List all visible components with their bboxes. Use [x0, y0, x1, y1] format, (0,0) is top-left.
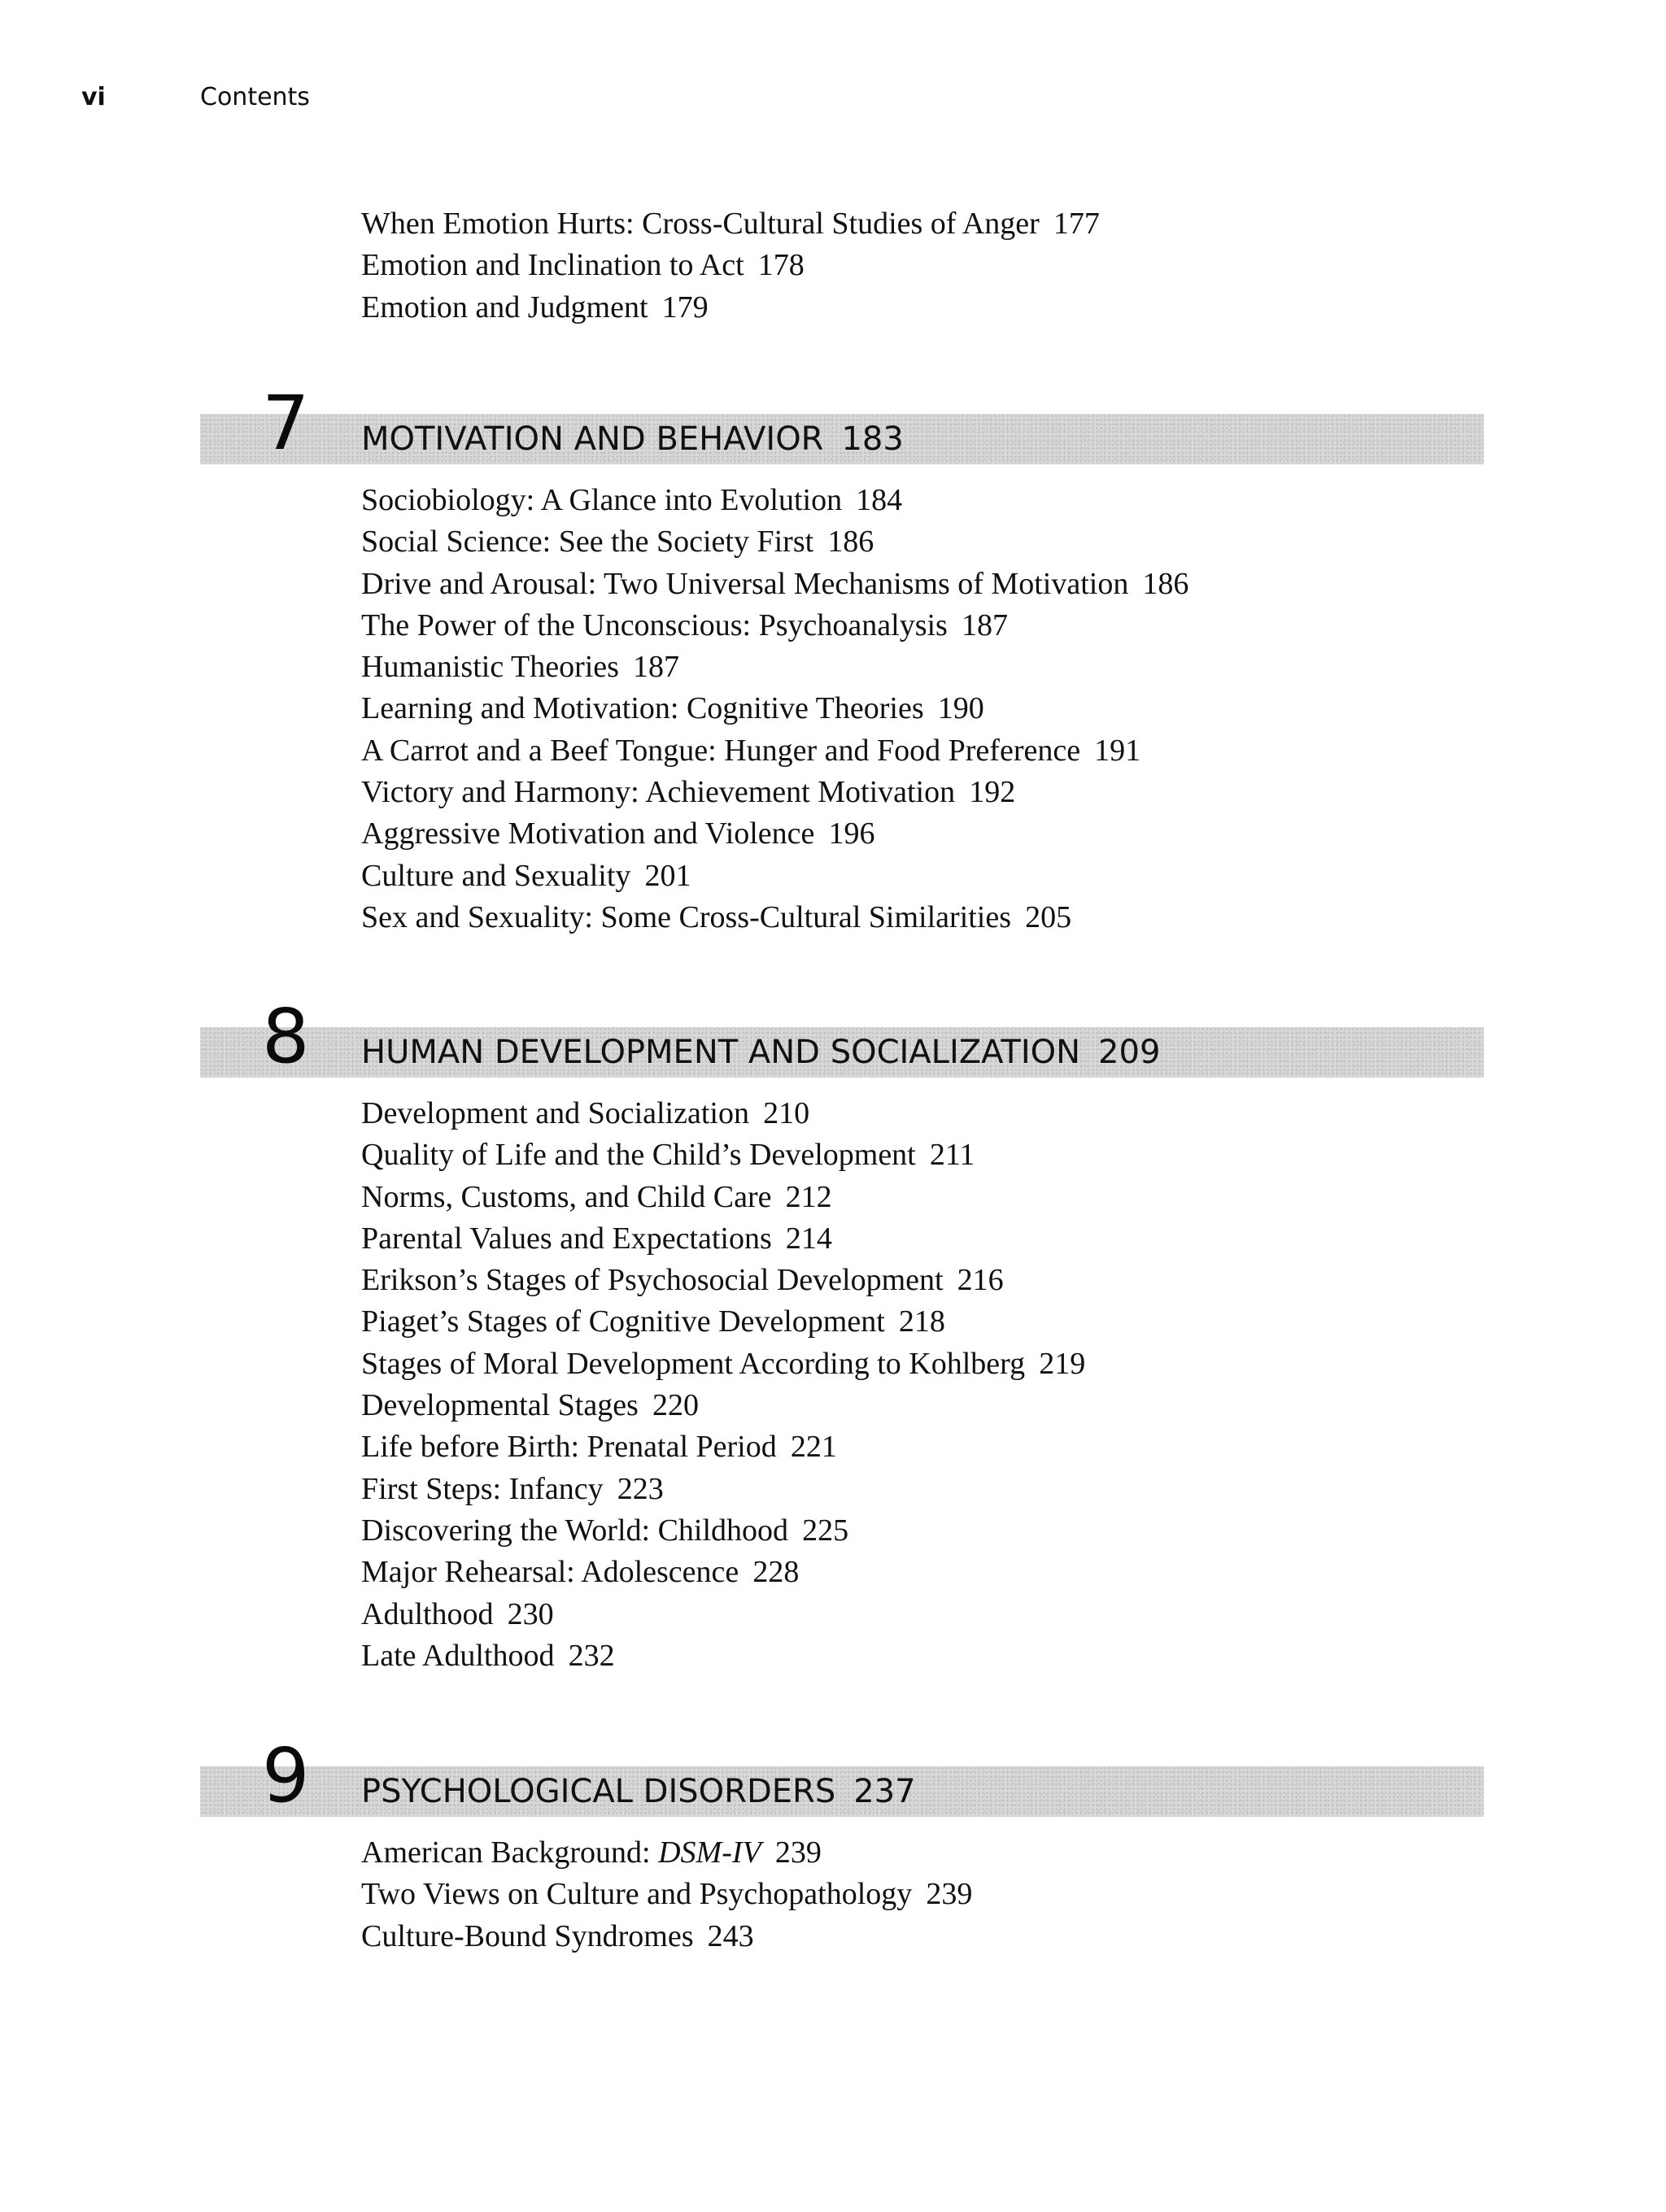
toc-entry-title: The Power of the Unconscious: Psychoanalysis: [361, 607, 948, 642]
toc-entry-page: 232: [568, 1638, 615, 1673]
toc-entry-title: Parental Values and Expectations: [361, 1221, 772, 1256]
toc-entry-title: Discovering the World: Childhood: [361, 1513, 789, 1548]
toc-entry-title: Culture and Sexuality: [361, 858, 631, 893]
toc-entry-page: 211: [929, 1138, 975, 1173]
toc-entry-title: Emotion and Inclination to Act: [361, 248, 744, 283]
toc-entry[interactable]: [361, 1218, 1085, 1260]
toc-entry-title: Sex and Sexuality: Some Cross-Cultural Similarities: [361, 899, 1012, 934]
toc-entry-page: 190: [937, 691, 984, 726]
toc-entry[interactable]: [361, 564, 1188, 605]
toc-entry-page: 212: [785, 1179, 832, 1214]
toc-entry-title-italic: DSM-IV: [658, 1835, 761, 1870]
toc-entry[interactable]: [361, 856, 1188, 897]
toc-entry-page: 218: [898, 1304, 945, 1339]
toc-entry-page: 186: [827, 525, 874, 560]
toc-entry[interactable]: [361, 1093, 1085, 1134]
toc-entry-title: Sociobiology: A Glance into Evolution: [361, 483, 843, 517]
toc-entry-page: 228: [752, 1555, 800, 1590]
chapter-9-heading[interactable]: [361, 1766, 916, 1817]
toc-entry-page: 214: [785, 1221, 832, 1256]
toc-entry[interactable]: [361, 1469, 1085, 1510]
toc-entry-title: Erikson’s Stages of Psychosocial Development: [361, 1263, 944, 1298]
toc-entry[interactable]: [361, 1385, 1085, 1426]
toc-entry-title: Two Views on Culture and Psychopathology: [361, 1877, 913, 1912]
toc-entry[interactable]: [361, 1635, 1085, 1677]
toc-entry-title: Piaget’s Stages of Cognitive Development: [361, 1304, 885, 1339]
chapter-8-title: HUMAN DEVELOPMENT AND SOCIALIZATION: [361, 1034, 1081, 1071]
toc-entry-page: 216: [957, 1263, 1004, 1298]
toc-entry-title: Culture-Bound Syndromes: [361, 1918, 694, 1953]
running-head: [81, 81, 310, 114]
toc-entry-page: 178: [757, 248, 805, 283]
chapter-9-number: 9: [262, 1732, 310, 1819]
chapter-7-title: MOTIVATION AND BEHAVIOR: [361, 420, 824, 458]
toc-entry-page: 192: [969, 775, 1016, 810]
toc-entry-title: Developmental Stages: [361, 1388, 639, 1423]
toc-entries-continued: [361, 203, 1100, 329]
toc-entry-page: 223: [617, 1471, 664, 1506]
toc-entry[interactable]: [361, 1510, 1085, 1552]
chapter-9-title: PSYCHOLOGICAL DISORDERS: [361, 1773, 836, 1810]
toc-entry-page: 187: [961, 607, 1008, 642]
toc-entry-page: 191: [1094, 733, 1141, 768]
toc-entry-title: Late Adulthood: [361, 1638, 555, 1673]
toc-entry[interactable]: [361, 245, 1100, 286]
toc-entry-page: 205: [1025, 899, 1072, 934]
toc-entry-page: 221: [790, 1430, 837, 1465]
toc-entry[interactable]: [361, 480, 1188, 521]
toc-entry-title: When Emotion Hurts: Cross-Cultural Studies of Anger: [361, 207, 1040, 241]
toc-entry[interactable]: [361, 1177, 1085, 1218]
toc-entry[interactable]: [361, 1916, 972, 1957]
toc-entry-page: 184: [856, 483, 903, 517]
chapter-7-number: 7: [262, 380, 310, 467]
toc-entry-page: 239: [926, 1877, 973, 1912]
chapter-9-page: 237: [853, 1773, 916, 1810]
toc-entry-title: Development and Socialization: [361, 1096, 749, 1130]
chapter-7-entries: [361, 480, 1188, 938]
toc-entry[interactable]: [361, 1343, 1085, 1385]
toc-entry-title: Stages of Moral Development According to Kohlberg: [361, 1346, 1026, 1381]
toc-entry-title: Aggressive Motivation and Violence: [361, 816, 815, 851]
toc-entry-title: Learning and Motivation: Cognitive Theories: [361, 691, 924, 726]
toc-entry[interactable]: [361, 521, 1188, 563]
running-head-section: Contents: [200, 83, 310, 111]
toc-entry-title: Major Rehearsal: Adolescence: [361, 1555, 739, 1590]
toc-entry[interactable]: [361, 730, 1188, 772]
toc-entry[interactable]: [361, 1594, 1085, 1635]
toc-entry-title: Social Science: See the Society First: [361, 525, 814, 560]
chapter-9-entries: [361, 1832, 972, 1957]
toc-entry-title: Emotion and Judgment: [361, 290, 648, 324]
toc-entry[interactable]: [361, 605, 1188, 647]
toc-entry[interactable]: [361, 1301, 1085, 1343]
toc-entry-page: 219: [1039, 1346, 1086, 1381]
toc-entry-page: 201: [644, 858, 691, 893]
toc-entry-title: Humanistic Theories: [361, 650, 619, 685]
toc-entry-title: Life before Birth: Prenatal Period: [361, 1430, 777, 1465]
toc-entry-title: Adulthood: [361, 1596, 494, 1631]
page-folio: vi: [81, 83, 106, 111]
toc-entry-page: 210: [763, 1096, 810, 1130]
toc-entry-page: 196: [828, 816, 875, 851]
toc-entry[interactable]: [361, 647, 1188, 688]
toc-entry-page: 179: [661, 290, 709, 324]
toc-entry[interactable]: [361, 1426, 1085, 1468]
toc-entry-page: 220: [652, 1388, 699, 1423]
toc-entry-title: Victory and Harmony: Achievement Motivation: [361, 775, 956, 810]
toc-entry[interactable]: [361, 203, 1100, 245]
toc-entry-page: 225: [802, 1513, 849, 1548]
toc-entry-page: 187: [633, 650, 680, 685]
chapter-8-heading[interactable]: [361, 1027, 1160, 1078]
toc-entry-title: A Carrot and a Beef Tongue: Hunger and Food Preference: [361, 733, 1081, 768]
toc-entry-title: Norms, Customs, and Child Care: [361, 1179, 772, 1214]
chapter-8-entries: [361, 1093, 1085, 1677]
toc-entry[interactable]: [361, 1874, 972, 1915]
toc-entry-title: First Steps: Infancy: [361, 1471, 604, 1506]
toc-entry[interactable]: [361, 287, 1100, 329]
toc-entry[interactable]: [361, 688, 1188, 729]
chapter-7-heading[interactable]: [361, 414, 904, 464]
toc-entry[interactable]: [361, 1832, 972, 1874]
toc-entry-title: Drive and Arousal: Two Universal Mechanisms of Motivation: [361, 566, 1129, 601]
toc-entry[interactable]: [361, 813, 1188, 855]
toc-entry-title: American Background:: [361, 1835, 659, 1870]
toc-entry[interactable]: [361, 1260, 1085, 1301]
chapter-7-page: 183: [841, 420, 904, 458]
toc-entry-page: 230: [507, 1596, 554, 1631]
toc-entry-title: Quality of Life and the Child’s Development: [361, 1138, 916, 1173]
chapter-8-page: 209: [1098, 1034, 1161, 1071]
toc-entry-page: 243: [707, 1918, 754, 1953]
toc-entry[interactable]: [361, 1134, 1085, 1176]
toc-entry[interactable]: [361, 897, 1188, 938]
toc-entry[interactable]: [361, 1552, 1085, 1593]
toc-entry[interactable]: [361, 772, 1188, 813]
toc-entry-page: 177: [1053, 207, 1100, 241]
toc-entry-page: 239: [774, 1835, 822, 1870]
chapter-8-number: 8: [262, 993, 310, 1080]
toc-entry-page: 186: [1142, 566, 1189, 601]
